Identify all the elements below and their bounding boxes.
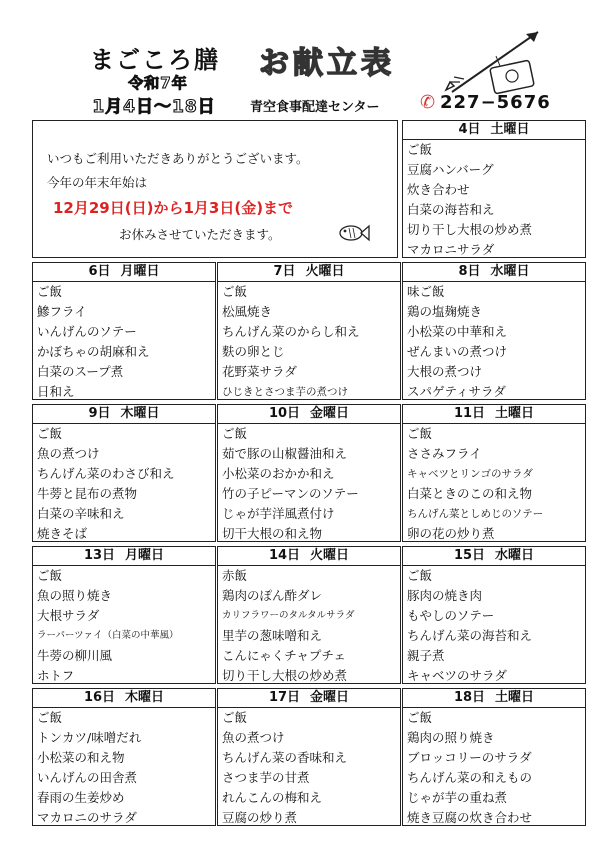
day-date: 13日 <box>83 548 116 563</box>
day-box <box>402 120 586 258</box>
day-date: 15日 <box>453 548 486 563</box>
day-weekday: 月曜日 <box>120 264 160 279</box>
menu-item: じゃが芋洋風煮付け <box>222 506 335 521</box>
day-box <box>217 404 401 542</box>
menu-item: ご飯 <box>407 568 433 583</box>
day-date: 14日 <box>268 548 301 563</box>
day-box <box>217 546 401 684</box>
day-weekday: 土曜日 <box>495 406 535 421</box>
notice-closing: お休みさせていただきます。 <box>119 227 281 242</box>
brand-title: まごころ膳 <box>90 46 220 74</box>
menu-item: トンカツ/味噌だれ <box>37 730 142 745</box>
day-header <box>218 689 400 708</box>
menu-item: ご飯 <box>222 426 248 441</box>
menu-item: じゃが芋の重ね煮 <box>407 790 508 805</box>
menu-item: いんげんの田舎煮 <box>37 770 138 785</box>
menu-item: マカロニサラダ <box>407 242 495 257</box>
menu-item: 麩の卵とじ <box>222 344 285 359</box>
menu-item: ご飯 <box>37 710 63 725</box>
menu-item: マカロニのサラダ <box>37 810 137 825</box>
menu-item: こんにゃくチャプチェ <box>222 648 347 663</box>
menu-item: ちんげん菜のわさび和え <box>37 466 175 481</box>
day-date: 16日 <box>83 690 116 705</box>
menu-item: 切り干し大根の炒め煮 <box>222 668 348 683</box>
day-header <box>218 547 400 566</box>
day-header <box>403 547 585 566</box>
menu-item: ラーパーツァイ（白菜の中華風） <box>37 630 179 641</box>
phone-number: 227−5676 <box>440 92 551 113</box>
menu-item: 切干大根の和え物 <box>222 526 323 541</box>
day-box <box>32 546 216 684</box>
menu-item: 鰺フライ <box>37 304 87 319</box>
day-box <box>32 404 216 542</box>
menu-list <box>33 282 215 402</box>
menu-item: ちんげん菜のからし和え <box>222 324 360 339</box>
menu-item: ご飯 <box>222 284 248 299</box>
menu-item: ご飯 <box>222 710 248 725</box>
day-header <box>403 689 585 708</box>
menu-list <box>218 708 400 828</box>
menu-list <box>218 282 400 402</box>
period-label: 1月4日〜18日 <box>92 97 216 117</box>
menu-item: ちんげん菜の海苔和え <box>407 628 533 643</box>
menu-item: 魚の照り焼き <box>37 588 113 603</box>
menu-item: 小松菜のおかか和え <box>222 466 335 481</box>
menu-item: キャベツとリンゴのサラダ <box>407 468 533 480</box>
menu-item: 豆腐の炒り煮 <box>222 810 298 825</box>
menu-item: ちんげん菜の香味和え <box>222 750 348 765</box>
menu-list <box>403 708 585 828</box>
menu-item: 里芋の葱味噌和え <box>222 628 323 643</box>
day-weekday: 火曜日 <box>310 548 350 563</box>
menu-item: 花野菜サラダ <box>222 364 297 379</box>
menu-item: 豆腐ハンバーグ <box>407 162 494 177</box>
menu-list <box>33 708 215 828</box>
page-title: お献立表 <box>259 46 395 81</box>
menu-item: ささみフライ <box>407 446 482 461</box>
menu-item: ブロッコリーのサラダ <box>407 750 532 765</box>
menu-item: 鶏肉の照り焼き <box>407 730 495 745</box>
menu-item: ご飯 <box>407 710 433 725</box>
day-date: 17日 <box>268 690 301 705</box>
era-label: 令和7年 <box>128 74 188 92</box>
menu-item: かぼちゃの胡麻和え <box>37 344 150 359</box>
day-header <box>403 121 585 140</box>
menu-item: キャベツのサラダ <box>407 668 507 683</box>
menu-item: ご飯 <box>37 426 63 441</box>
menu-item: 松風焼き <box>222 304 273 319</box>
phone-icon: ✆ <box>420 92 436 113</box>
menu-item: ぜんまいの煮つけ <box>407 344 508 359</box>
menu-item: ご飯 <box>37 284 63 299</box>
menu-item: もやしのソテー <box>407 608 495 623</box>
menu-item: 魚の煮つけ <box>37 446 100 461</box>
menu-item: 鶏肉のぽん酢ダレ <box>222 588 323 603</box>
menu-item: ちんげん菜の和えもの <box>407 770 533 785</box>
notice-greeting: いつもご利用いただきありがとうございます。 <box>47 151 309 166</box>
day-box <box>217 688 401 826</box>
day-date: 4日 <box>458 122 481 137</box>
menu-item: ご飯 <box>37 568 63 583</box>
menu-item: ちんげん菜としめじのソテー <box>407 508 544 520</box>
day-weekday: 土曜日 <box>495 690 535 705</box>
day-weekday: 火曜日 <box>305 264 345 279</box>
menu-item: ご飯 <box>407 142 433 157</box>
day-header <box>33 547 215 566</box>
menu-item: 茹で豚の山椒醤油和え <box>222 446 348 461</box>
menu-item: さつま芋の甘煮 <box>222 770 310 785</box>
day-header <box>33 405 215 424</box>
day-header <box>403 405 585 424</box>
menu-item: 魚の煮つけ <box>222 730 285 745</box>
day-date: 10日 <box>268 406 301 421</box>
day-header <box>33 263 215 282</box>
menu-item: 焼き豆腐の炊き合わせ <box>407 810 533 825</box>
menu-item: 大根の煮つけ <box>407 364 483 379</box>
menu-item: ホトフ <box>37 668 75 683</box>
menu-item: 炊き合わせ <box>407 182 470 197</box>
menu-list <box>218 566 400 686</box>
day-box <box>217 262 401 400</box>
menu-list <box>218 424 400 544</box>
day-weekday: 土曜日 <box>490 122 530 137</box>
menu-item: 小松菜の中華和え <box>407 324 508 339</box>
new-year-arrow-icon <box>440 22 550 100</box>
day-weekday: 水曜日 <box>495 548 535 563</box>
day-box <box>32 262 216 400</box>
menu-item: いんげんのソテー <box>37 324 137 339</box>
menu-list <box>403 424 585 544</box>
menu-item: 焼きそば <box>37 526 88 541</box>
menu-item: 日和え <box>37 384 75 399</box>
menu-item: 白菜ときのこの和え物 <box>407 486 533 501</box>
day-date: 9日 <box>88 406 111 421</box>
menu-item: 竹の子ピーマンのソテー <box>222 486 359 501</box>
menu-item: 味ご飯 <box>407 284 445 299</box>
menu-item: 小松菜の和え物 <box>37 750 125 765</box>
notice-intro: 今年の年末年始は <box>47 175 148 190</box>
delivery-center-name: 青空食事配達センター <box>250 100 380 115</box>
menu-item: ご飯 <box>407 426 433 441</box>
day-weekday: 水曜日 <box>490 264 530 279</box>
menu-item: れんこんの梅和え <box>222 790 323 805</box>
menu-item: 春雨の生姜炒め <box>37 790 125 805</box>
day-date: 18日 <box>453 690 486 705</box>
menu-item: 赤飯 <box>222 568 248 583</box>
day-box <box>402 546 586 684</box>
menu-list <box>403 140 585 260</box>
menu-item: 卵の花の炒り煮 <box>407 526 495 541</box>
menu-list <box>33 566 215 686</box>
day-weekday: 月曜日 <box>125 548 165 563</box>
day-weekday: 金曜日 <box>310 690 350 705</box>
day-date: 7日 <box>273 264 296 279</box>
day-header <box>218 405 400 424</box>
menu-item: ひじきとさつま芋の煮つけ <box>222 386 348 398</box>
menu-item: 親子煮 <box>407 648 445 663</box>
menu-item: カリフラワーのタルタルサラダ <box>222 610 355 621</box>
fish-icon <box>336 222 370 244</box>
day-header <box>403 263 585 282</box>
menu-item: 白菜の海苔和え <box>407 202 495 217</box>
menu-item: スパゲティサラダ <box>407 384 506 399</box>
menu-item: 豚肉の焼き肉 <box>407 588 483 603</box>
menu-item: 白菜の辛味和え <box>37 506 125 521</box>
day-date: 11日 <box>453 406 486 421</box>
day-box <box>32 688 216 826</box>
menu-item: 大根サラダ <box>37 608 100 623</box>
day-header <box>218 263 400 282</box>
day-weekday: 木曜日 <box>125 690 165 705</box>
day-weekday: 金曜日 <box>310 406 350 421</box>
menu-item: 白菜のスープ煮 <box>37 364 124 379</box>
day-box <box>402 404 586 542</box>
day-date: 8日 <box>458 264 481 279</box>
menu-list <box>403 566 585 686</box>
notice-closure-dates: 12月29日(日)から1月3日(金)まで <box>53 199 294 217</box>
day-header <box>33 689 215 708</box>
day-date: 6日 <box>88 264 111 279</box>
menu-list <box>403 282 585 402</box>
menu-item: 切り干し大根の炒め煮 <box>407 222 533 237</box>
menu-list <box>33 424 215 544</box>
menu-item: 鶏の塩麹焼き <box>407 304 483 319</box>
day-weekday: 木曜日 <box>120 406 160 421</box>
menu-item: 牛蒡と昆布の煮物 <box>37 486 138 501</box>
day-box <box>402 262 586 400</box>
menu-item: 牛蒡の柳川風 <box>37 648 113 663</box>
day-box <box>402 688 586 826</box>
